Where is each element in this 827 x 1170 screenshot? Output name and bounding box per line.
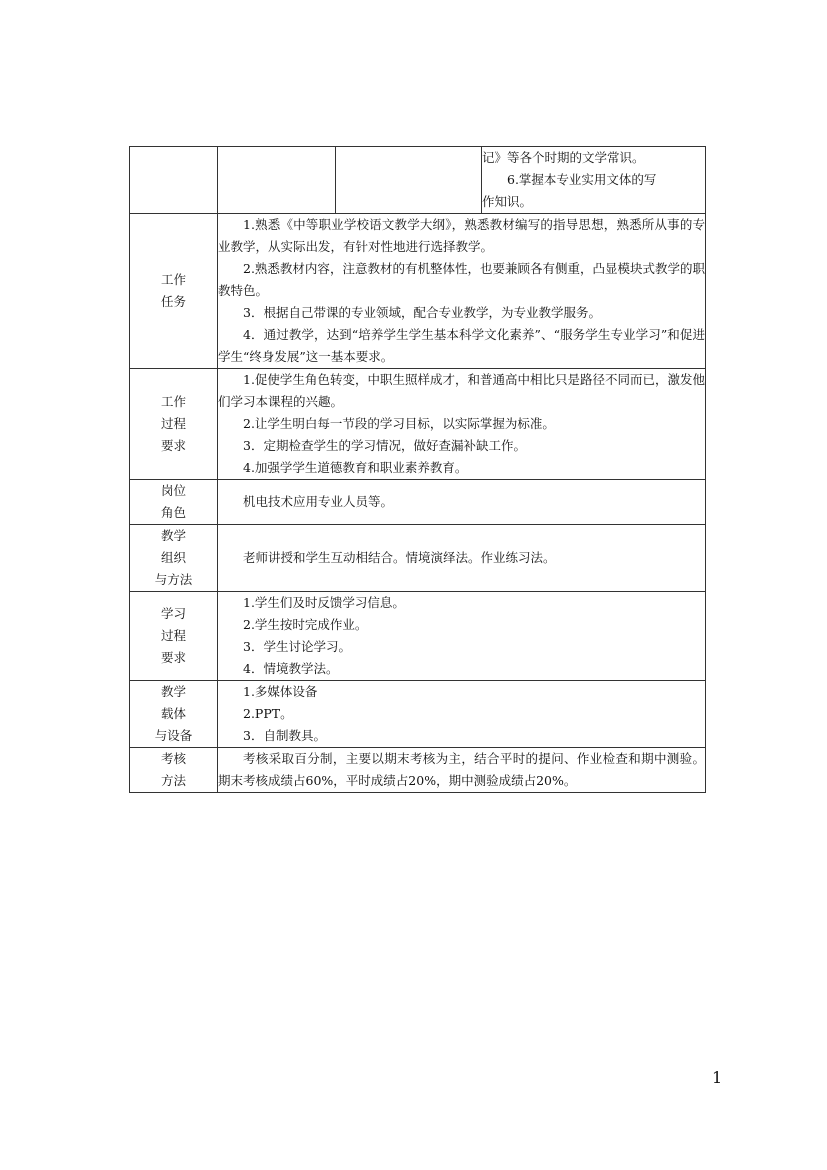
- continued-text-cell: [482, 147, 706, 214]
- row-content: 1.熟悉《中等职业学校语文教学大纲》，熟悉教材编写的指导思想，熟悉所从事的专业教学，从实际出发，有针对性地进行选择教学。 2.熟悉教材内容，注意教材的有机整体性，也要兼顾各有侧重，凸显模块式教学的职教特色。 3．根据自己带课的专业领域，配合专业教学，为专业教学服务。 4．通过教学，达到“培养学生学生基本科学文化素养”、“服务学生专业学习”和促进学生“终身发展”这一基本要求。: [218, 214, 706, 369]
- row-content: 考核采取百分制，主要以期末考核为主，结合平时的提问、作业检查和期中测验。期末考核成绩占60%，平时成绩占20%，期中测验成绩占20%。: [218, 748, 706, 793]
- table-row: [130, 681, 706, 748]
- row-content: 1.促使学生角色转变，中职生照样成才，和普通高中相比只是路径不同而已，激发他们学习本课程的兴趣。 2.让学生明白每一节段的学习目标，以实际掌握为标准。 3．定期检查学生的学习情况，做好查漏补缺工作。 4.加强学学生道德教育和职业素养教育。: [218, 369, 706, 480]
- table-row: [130, 592, 706, 681]
- row-content: 1.多媒体设备 2.PPT。 3．自制教具。: [218, 681, 706, 748]
- row-label: 教学 载体 与设备: [130, 681, 218, 748]
- row-label: 考核 方法: [130, 748, 218, 793]
- continued-line: 6.掌握本专业实用文体的写: [507, 172, 657, 187]
- table-row-continued: [130, 147, 706, 214]
- row-label: 岗位 角色: [130, 480, 218, 525]
- row-label: 工作 任务: [130, 214, 218, 369]
- row-label: 教学 组织 与方法: [130, 525, 218, 592]
- course-table: [129, 146, 706, 793]
- continued-line: 作知识。: [482, 194, 533, 209]
- row-content: 1.学生们及时反馈学习信息。 2.学生按时完成作业。 3．学生讨论学习。 4．情境教学法。: [218, 592, 706, 681]
- row-label: 工作 过程 要求: [130, 369, 218, 480]
- row-content: 老师讲授和学生互动相结合。情境演绎法。作业练习法。: [218, 525, 706, 592]
- table-row: [130, 369, 706, 480]
- row-content: 机电技术应用专业人员等。: [218, 480, 706, 525]
- table-row: [130, 214, 706, 369]
- blank-cell-3: [336, 147, 482, 214]
- page-number: 1: [712, 1068, 723, 1087]
- blank-cell-2: [218, 147, 336, 214]
- continued-line: 记》等各个时期的文学常识。: [482, 150, 645, 165]
- table-row: [130, 480, 706, 525]
- table-row: [130, 748, 706, 793]
- table-row: [130, 525, 706, 592]
- blank-cell-1: [130, 147, 218, 214]
- row-label: 学习 过程 要求: [130, 592, 218, 681]
